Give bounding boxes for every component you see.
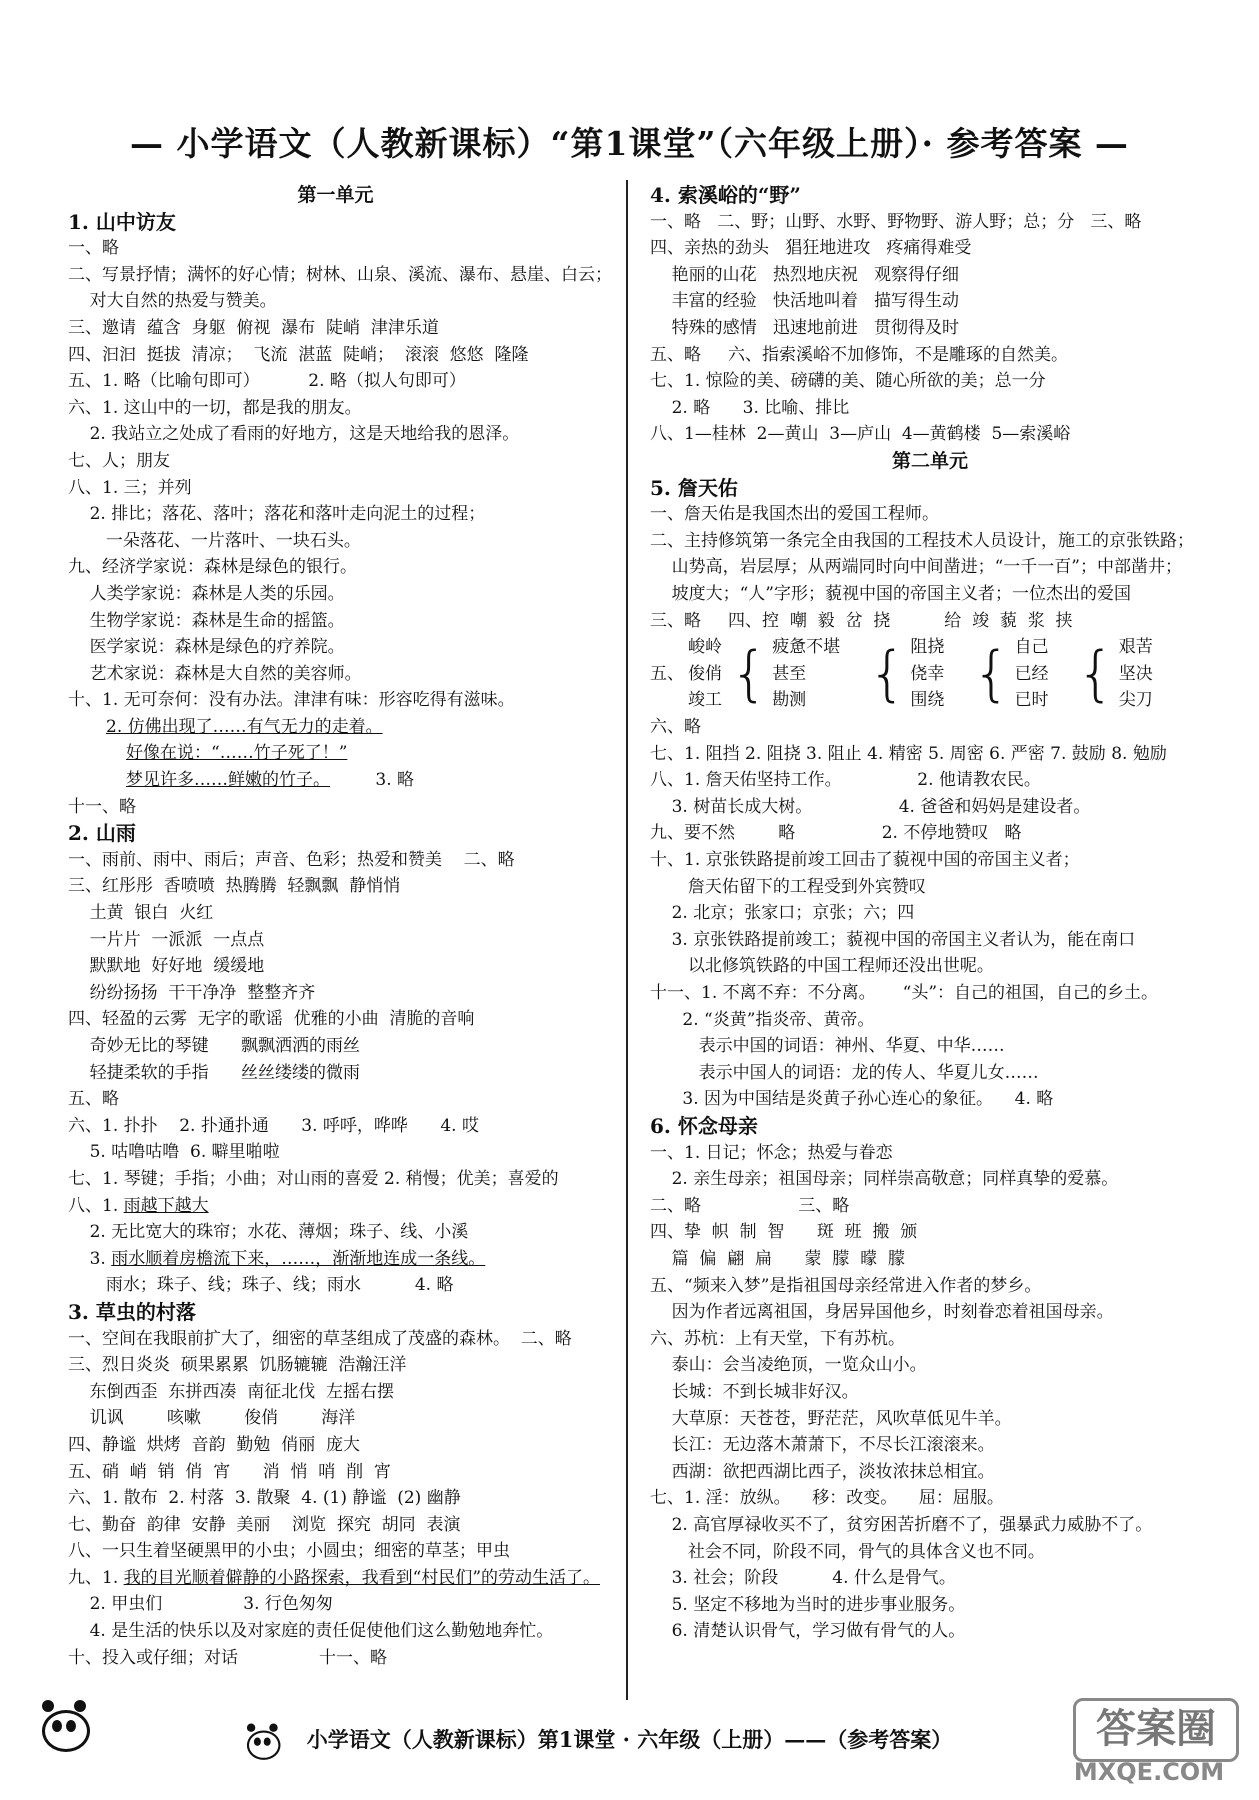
answer-line: 纷纷扬扬 干干净净 整整齐齐 bbox=[68, 982, 316, 1003]
unit-heading: 第二单元 bbox=[891, 449, 968, 472]
watermark-text: 答案圈 bbox=[1073, 1698, 1239, 1762]
answer-line: 大草原：天苍苍，野茫茫，风吹草低见牛羊。 bbox=[650, 1408, 1012, 1429]
answer-line: 雨水；珠子、线；珠子、线；雨水 4. 略 bbox=[68, 1275, 454, 1296]
answer-line: 2. 我站立之处成了看雨的好地方，这是天地给我的恩泽。 bbox=[68, 424, 520, 445]
answer-line: 丰富的经验 快活地叫着 描写得生动 bbox=[650, 291, 960, 312]
answer-line: 五、略 bbox=[68, 1089, 119, 1110]
answer-line: 3. 略 bbox=[375, 770, 415, 791]
answer-line: 因为作者远离祖国，身居异国他乡，时刻眷恋着祖国母亲。 bbox=[650, 1302, 1114, 1323]
answer-line: 六、1. 扑扑 2. 扑通扑通 3. 呼呼，哗哗 4. 哎 bbox=[68, 1115, 479, 1136]
answer-block bbox=[650, 209, 1210, 448]
answer-line: 七、1. 惊险的美、磅礴的美、随心所欲的美；总一分 bbox=[650, 371, 1046, 392]
word-group bbox=[1119, 634, 1153, 714]
answer-line: 土黄 银白 火红 bbox=[68, 903, 214, 924]
answer-line: 3. 树苗长成大树。 4. 爸爸和妈妈是建设者。 bbox=[650, 796, 1091, 817]
answer-line: 四、轻盈的云雾 无字的歌谣 优雅的小曲 清脆的音响 bbox=[68, 1009, 475, 1030]
word: 疲惫不堪 bbox=[772, 637, 841, 658]
word: 自己 bbox=[1014, 637, 1049, 658]
answer-line: 八、1. 詹天佑坚持工作。 2. 他请教农民。 bbox=[650, 770, 1041, 791]
answer-line: 长城：不到长城非好汉。 bbox=[650, 1381, 859, 1402]
answer-line: 九、经济学家说：森林是绿色的银行。 bbox=[68, 557, 357, 578]
answer-line: 2. 排比；落花、落叶；落花和落叶走向泥土的过程； bbox=[68, 504, 486, 525]
answer-line: 四、静谧 烘烤 音韵 勤勉 俏丽 庞大 bbox=[68, 1434, 361, 1455]
answer-line: 2. “炎黄”指炎帝、黄帝。 bbox=[650, 1009, 875, 1030]
answer-line: 表示中国人的词语：龙的传人、华夏儿女…… bbox=[650, 1062, 1039, 1083]
answer-line: 一朵落花、一片落叶、一块石头。 bbox=[68, 530, 361, 551]
answer-line: 三、邀请 蕴含 身躯 俯视 瀑布 陡峭 津津乐道 bbox=[68, 317, 439, 338]
page-title: — 小学语文（人教新课标）“第1课堂”（六年级上册）· 参考答案 — bbox=[130, 124, 1129, 163]
answer-line: 一、1. 日记；怀念；热爱与眷恋 bbox=[650, 1142, 893, 1163]
word-group bbox=[910, 634, 944, 714]
answer-line: 轻捷柔软的手指 丝丝缕缕的微雨 bbox=[68, 1062, 361, 1083]
word-group-answer bbox=[650, 634, 1210, 714]
answer-line: 三、略 四、控 嘲 毅 岔 挠 给 竣 藐 浆 挟 bbox=[650, 610, 1073, 631]
lesson-title: 1. 山中访友 bbox=[68, 209, 176, 234]
answer-line: 四、挚 帜 制 智 斑 班 搬 颁 bbox=[650, 1222, 918, 1243]
answer-line: 2. 略 3. 比喻、排比 bbox=[650, 397, 850, 418]
answer-line: 一、空间在我眼前扩大了，细密的草茎组成了茂盛的森林。 二、略 bbox=[68, 1328, 572, 1349]
answer-line: 九、1. bbox=[68, 1567, 124, 1588]
underlined-answer: 2. 仿佛出现了……有气无力的走着。 bbox=[106, 716, 383, 737]
answer-line: 六、1. 这山中的一切，都是我的朋友。 bbox=[68, 397, 362, 418]
answer-label: 五、 bbox=[650, 663, 684, 684]
answer-line: 生物学家说：森林是生命的摇篮。 bbox=[68, 610, 345, 631]
answer-line: 三、烈日炎炎 硕果累累 饥肠辘辘 浩瀚汪洋 bbox=[68, 1355, 407, 1376]
answer-line: 七、1. 阻挡 2. 阻挠 3. 阻止 4. 精密 5. 周密 6. 严密 7. 鼓励 8. 勉励 bbox=[650, 743, 1167, 764]
answer-line: 十一、1. 不离不弃：不分离。 “头”：自己的祖国，自己的乡土。 bbox=[650, 983, 1159, 1004]
word: 围绕 bbox=[910, 690, 945, 711]
answer-line: 五、1. 略（比喻句即可） 2. 略（拟人句即可） bbox=[68, 371, 466, 392]
answer-line: 山势高，岩层厚；从两端同时向中间凿进；“一千一百”；中部凿井； bbox=[650, 557, 1182, 578]
word: 俊俏 bbox=[688, 663, 722, 684]
answer-line: 篇 偏 翩 扁 蒙 朦 曚 朦 bbox=[650, 1248, 905, 1269]
answer-line: 八、1. bbox=[68, 1195, 124, 1216]
answer-line: 五、略 六、指索溪峪不加修饰，不是雕琢的自然美。 bbox=[650, 344, 1069, 365]
answer-line: 2. 亲生母亲；祖国母亲；同样崇高敬意；同样真挚的爱慕。 bbox=[650, 1169, 1119, 1190]
right-column bbox=[650, 182, 1210, 1645]
answer-line: 三、红彤彤 香喷喷 热腾腾 轻飘飘 静悄悄 bbox=[68, 876, 401, 897]
answer-line: 艳丽的山花 热烈地庆祝 观察得仔细 bbox=[650, 264, 960, 285]
answer-block bbox=[68, 235, 612, 820]
answer-line: 四、汩汩 挺拔 清凉； 飞流 湛蓝 陡峭； 滚滚 悠悠 隆隆 bbox=[68, 344, 529, 365]
answer-line: 医学家说：森林是绿色的疗养院。 bbox=[68, 637, 345, 658]
lesson-title: 5. 詹天佑 bbox=[650, 475, 738, 500]
answer-line: 以北修筑铁路的中国工程师还没出世呢。 bbox=[650, 956, 994, 977]
answer-line: 十、1. 京张铁路提前竣工回击了藐视中国的帝国主义者； bbox=[650, 850, 1080, 871]
word: 艰苦 bbox=[1118, 637, 1153, 658]
underlined-answer: 我的目光顺着僻静的小路探索，我看到“村民们”的劳动生活了。 bbox=[123, 1567, 601, 1588]
answer-line: 3. 社会；阶段 4. 什么是骨气。 bbox=[650, 1568, 956, 1589]
answer-block bbox=[68, 847, 603, 1299]
answer-line: 社会不同，阶段不同，骨气的具体含义也不同。 bbox=[650, 1541, 1045, 1562]
watermark-logo bbox=[1059, 1698, 1239, 1788]
answer-line: 二、主持修筑第一条完全由我国的工程技术人员设计，施工的京张铁路； bbox=[650, 530, 1194, 551]
answer-line: 一、雨前、雨中、雨后；声音、色彩；热爱和赞美 二、略 bbox=[68, 849, 515, 870]
answer-line: 5. 坚定不移地为当时的进步事业服务。 bbox=[650, 1594, 966, 1615]
column-divider bbox=[626, 180, 628, 1700]
answer-line: 一、略 bbox=[68, 238, 119, 259]
answer-line: 3. 京张铁路提前竣工；藐视中国的帝国主义者认为，能在南口 bbox=[650, 929, 1136, 950]
underlined-answer: 好像在说：“……竹子死了！” bbox=[126, 743, 348, 764]
answer-line: 奇妙无比的琴键 飘飘洒洒的雨丝 bbox=[68, 1036, 361, 1056]
answer-line: 一片片 一派派 一点点 bbox=[68, 929, 265, 950]
unit-heading: 第一单元 bbox=[297, 184, 374, 206]
word: 竣工 bbox=[688, 690, 722, 711]
answer-line: 十一、略 bbox=[68, 796, 136, 817]
word: 已时 bbox=[1014, 690, 1049, 711]
answer-line: 四、亲热的劲头 猖狂地进攻 疼痛得难受 bbox=[650, 238, 972, 259]
answer-line: 二、略 三、略 bbox=[650, 1195, 850, 1216]
answer-line: 八、1. 三；并列 bbox=[68, 477, 192, 498]
answer-line: 八、1—桂林 2—黄山 3—庐山 4—黄鹤楼 5—索溪峪 bbox=[650, 424, 1071, 445]
answer-line: 五、“频来入梦”是指祖国母亲经常进入作者的梦乡。 bbox=[650, 1275, 1042, 1296]
answer-line: 长江：无边落木萧萧下，不尽长江滚滚来。 bbox=[650, 1435, 995, 1456]
answer-line: 2. 高官厚禄收买不了，贫穷困苦折磨不了，强暴武力威胁不了。 bbox=[650, 1514, 1153, 1535]
answer-line: 九、要不然 略 2. 不停地赞叹 略 bbox=[650, 823, 1022, 844]
answer-line: 3. 因为中国结是炎黄子孙心连心的象征。 4. 略 bbox=[650, 1089, 1054, 1110]
answer-line: 2. 甲虫们 3. 行色匆匆 bbox=[68, 1594, 333, 1615]
underlined-answer: 雨水顺着房檐流下来，……，渐渐地连成一条线。 bbox=[111, 1248, 486, 1269]
answer-line: 六、略 bbox=[650, 717, 701, 738]
underlined-answer: 梦见许多……鲜嫩的竹子。 bbox=[126, 770, 330, 791]
answer-line: 五、硝 峭 销 俏 宵 消 悄 哨 削 宵 bbox=[68, 1461, 391, 1482]
left-column bbox=[68, 182, 612, 1671]
answer-line: 表示中国的词语：神州、华夏、中华…… bbox=[650, 1036, 1005, 1057]
word: 坚决 bbox=[1118, 663, 1153, 684]
answer-line: 特殊的感情 迅速地前进 贯彻得及时 bbox=[650, 317, 960, 338]
answer-line: 讥讽 咳嗽 俊俏 海洋 bbox=[68, 1408, 356, 1429]
word-group bbox=[1015, 634, 1049, 714]
underlined-answer: 雨越下越大 bbox=[123, 1195, 209, 1216]
word: 甚至 bbox=[772, 663, 807, 684]
answer-line: 一、詹天佑是我国杰出的爱国工程师。 bbox=[650, 504, 939, 525]
answer-line: 4. 是生活的快乐以及对家庭的责任促使他们这么勤勉地奔忙。 bbox=[68, 1621, 554, 1642]
answer-line: 七、1. 淫：放纵。 移：改变。 屈：屈服。 bbox=[650, 1488, 1004, 1509]
answer-line: 十、投入或仔细；对话 十一、略 bbox=[68, 1647, 388, 1668]
answer-block bbox=[650, 501, 1210, 1113]
answer-line: 默默地 好好地 缓缓地 bbox=[68, 956, 265, 977]
lesson-title: 4. 索溪峪的“野” bbox=[650, 183, 801, 207]
answer-line: 七、勤奋 韵律 安静 美丽 浏览 探究 胡同 表演 bbox=[68, 1514, 461, 1535]
word: 尖刀 bbox=[1118, 690, 1153, 711]
footer-text: 小学语文（人教新课标）第1课堂 · 六年级（上册）——（参考答案） bbox=[306, 1727, 953, 1752]
brace-icon: { bbox=[1076, 639, 1115, 710]
answer-line: 七、人；朋友 bbox=[68, 450, 170, 471]
answer-block bbox=[68, 1326, 603, 1672]
answer-line: 六、苏杭：上有天堂，下有苏杭。 bbox=[650, 1328, 905, 1349]
brace-icon: { bbox=[972, 639, 1011, 710]
brace-icon: { bbox=[868, 639, 907, 710]
word-group bbox=[688, 634, 722, 714]
answer-line: 2. 北京；张家口；京张；六；四 bbox=[650, 903, 915, 924]
answer-line: 八、一只生着坚硬黑甲的小虫；小圆虫；细密的草茎；甲虫 bbox=[68, 1541, 510, 1562]
answer-line: 东倒西歪 东拼西凑 南征北伐 左摇右摆 bbox=[68, 1381, 395, 1402]
answer-line: 二、写景抒情；满怀的好心情；树林、山泉、溪流、瀑布、悬崖、白云； bbox=[68, 264, 612, 285]
lesson-title: 2. 山雨 bbox=[68, 821, 136, 846]
lesson-title: 3. 草虫的村落 bbox=[68, 1299, 196, 1324]
lesson-title: 6. 怀念母亲 bbox=[650, 1114, 758, 1138]
answer-line: 一、略 二、野；山野、水野、野物野、游人野；总；分 三、略 bbox=[650, 211, 1142, 232]
answer-line: 七、1. 琴键；手指；小曲；对山雨的喜爱 2. 稍慢；优美；喜爱的 bbox=[68, 1168, 559, 1189]
word: 勘测 bbox=[772, 690, 807, 711]
answer-line: 3. bbox=[68, 1248, 112, 1269]
answer-block bbox=[650, 1140, 1210, 1645]
word: 侥幸 bbox=[910, 663, 945, 684]
brace-icon: { bbox=[730, 639, 769, 710]
answer-line: 詹天佑留下的工程受到外宾赞叹 bbox=[650, 876, 926, 897]
answer-line: 人类学家说：森林是人类的乐园。 bbox=[68, 583, 345, 604]
answer-line: 2. 无比宽大的珠帘；水花、薄烟；珠子、线、小溪 bbox=[68, 1222, 469, 1243]
answer-line: 十、1. 无可奈何：没有办法。津津有味：形容吃得有滋味。 bbox=[68, 690, 515, 711]
answer-line: 5. 咕噜咕噜 6. 噼里啪啦 bbox=[68, 1142, 280, 1163]
watermark-url: MXQE.COM bbox=[1073, 1758, 1225, 1786]
answer-line: 坡度大；“人”字形；藐视中国的帝国主义者；一位杰出的爱国 bbox=[650, 583, 1131, 604]
word: 已经 bbox=[1014, 663, 1049, 684]
answer-line: 6. 清楚认识骨气，学习做有骨气的人。 bbox=[650, 1621, 966, 1642]
word-group bbox=[772, 634, 840, 714]
answer-line: 泰山：会当凌绝顶，一览众山小。 bbox=[650, 1355, 927, 1376]
word: 阻挠 bbox=[910, 637, 945, 658]
answer-line: 西湖：欲把西湖比西子，淡妆浓抹总相宜。 bbox=[650, 1461, 995, 1482]
answer-line: 艺术家说：森林是大自然的美容师。 bbox=[68, 663, 362, 684]
word: 峻岭 bbox=[688, 637, 722, 658]
answer-line: 六、1. 散布 2. 村落 3. 散聚 4. (1) 静谧 (2) 幽静 bbox=[68, 1488, 461, 1509]
answer-line: 对大自然的热爱与赞美。 bbox=[68, 291, 277, 312]
